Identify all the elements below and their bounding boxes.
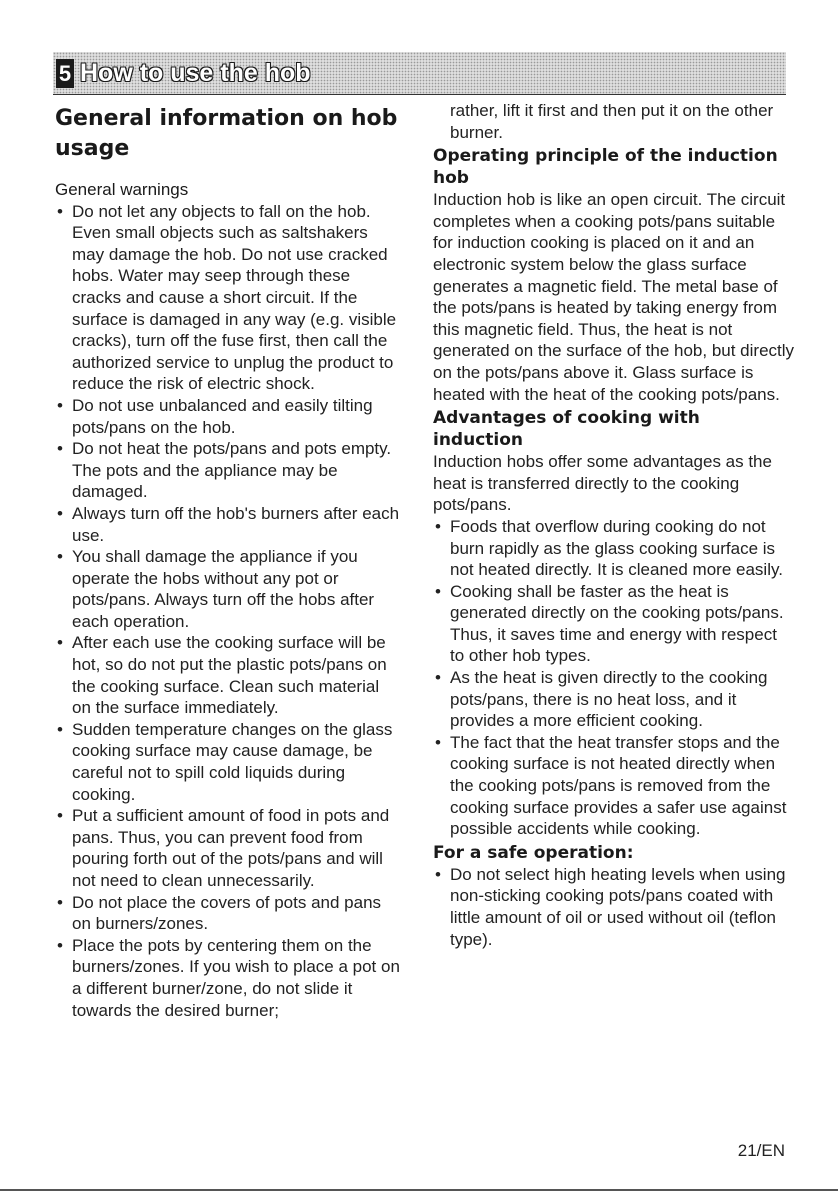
general-info-heading: General information on hob usage [55,106,398,161]
list-item: • You shall damage the appliance if you operate the hobs without any pot or pots/pans. Always turn off the hobs after each operation. [55,546,405,632]
list-item: • Cooking shall be faster as the heat is generated directly on the cooking pots/pans. Thus, it saves time and energy with respect to other hob types. [433,581,795,667]
list-item: • Place the pots by centering them on the burners/zones. If you wish to place a pot on a different burner/zone, do not slide it towards the desired burner; [55,935,405,1021]
list-item: • After each use the cooking surface will be hot, so do not put the plastic pots/pans on the cooking surface. Clean such material on the surface immediately. [55,632,405,718]
list-item: • Do not select high heating levels when using non-sticking cooking pots/pans coated with little amount of oil or used without oil (teflon type). [433,864,795,950]
list-item: • Foods that overflow during cooking do not burn rapidly as the glass cooking surface is not heated directly. It is cleaned more easily. [433,516,795,581]
advantages-intro: Induction hobs offer some advantages as the heat is transferred directly to the cooking pots/pans. [433,452,772,515]
operating-principle-text: Induction hob is like an open circuit. The circuit completes when a cooking pots/pans suitable for induction cooking is placed on it and an electronic system below the glass surface generates a magnetic field. The metal base of the pots/pans is heated by taking energy from this magnetic field. Thus, the heat is not generated on the surface of the hob, but directly on the pots/pans above it. Glass surface is heated with the heat of the cooking pots/pans. [433,190,795,404]
safe-operation-heading: For a safe operation: [433,842,634,863]
list-item: • Do not heat the pots/pans and pots empty. The pots and the appliance may be damaged. [55,438,405,503]
operating-principle-heading: Operating principle of the induction hob [433,146,778,189]
continuation-text: rather, lift it first and then put it on the other burner. [450,101,774,142]
warnings-list [55,201,405,1022]
page-number: 21/EN [737,1141,785,1160]
advantages-list [433,516,795,840]
list-item: • Do not let any objects to fall on the hob. Even small objects such as saltshakers may damage the hob. Do not use cracked hobs. Water may seep through these cracks and cause a short circuit. If the surface is damaged in any way (e.g. visible cracks), turn off the fuse first, then call the authorized service to unplug the product to reduce the risk of electric shock. [55,201,405,395]
safe-operation-list [433,864,795,950]
list-item: • Always turn off the hob's burners after each use. [55,503,405,546]
list-item: • Put a sufficient amount of food in pots and pans. Thus, you can prevent food from pouring forth out of the pots/pans and will not need to clean unnecessarily. [55,805,405,891]
advantages-heading: Advantages of cooking with induction [433,408,700,451]
list-item: • Do not place the covers of pots and pans on burners/zones. [55,892,405,935]
section-header [53,52,786,95]
right-column [433,100,795,950]
section-number: 5 [56,59,74,88]
section-title: How to use the hob [80,59,311,87]
list-item: • Sudden temperature changes on the glass cooking surface may cause damage, be careful not to spill cold liquids during cooking. [55,719,405,805]
left-column [55,104,405,1021]
list-item: • Do not use unbalanced and easily tilting pots/pans on the hob. [55,395,405,438]
list-item: • As the heat is given directly to the cooking pots/pans, there is no heat loss, and it provides a more efficient cooking. [433,667,795,732]
list-item: • The fact that the heat transfer stops and the cooking surface is not heated directly when the cooking pots/pans is removed from the cooking surface provides a safer use against possible accidents while cooking. [433,732,795,840]
general-warnings-subheading: General warnings [55,180,189,199]
